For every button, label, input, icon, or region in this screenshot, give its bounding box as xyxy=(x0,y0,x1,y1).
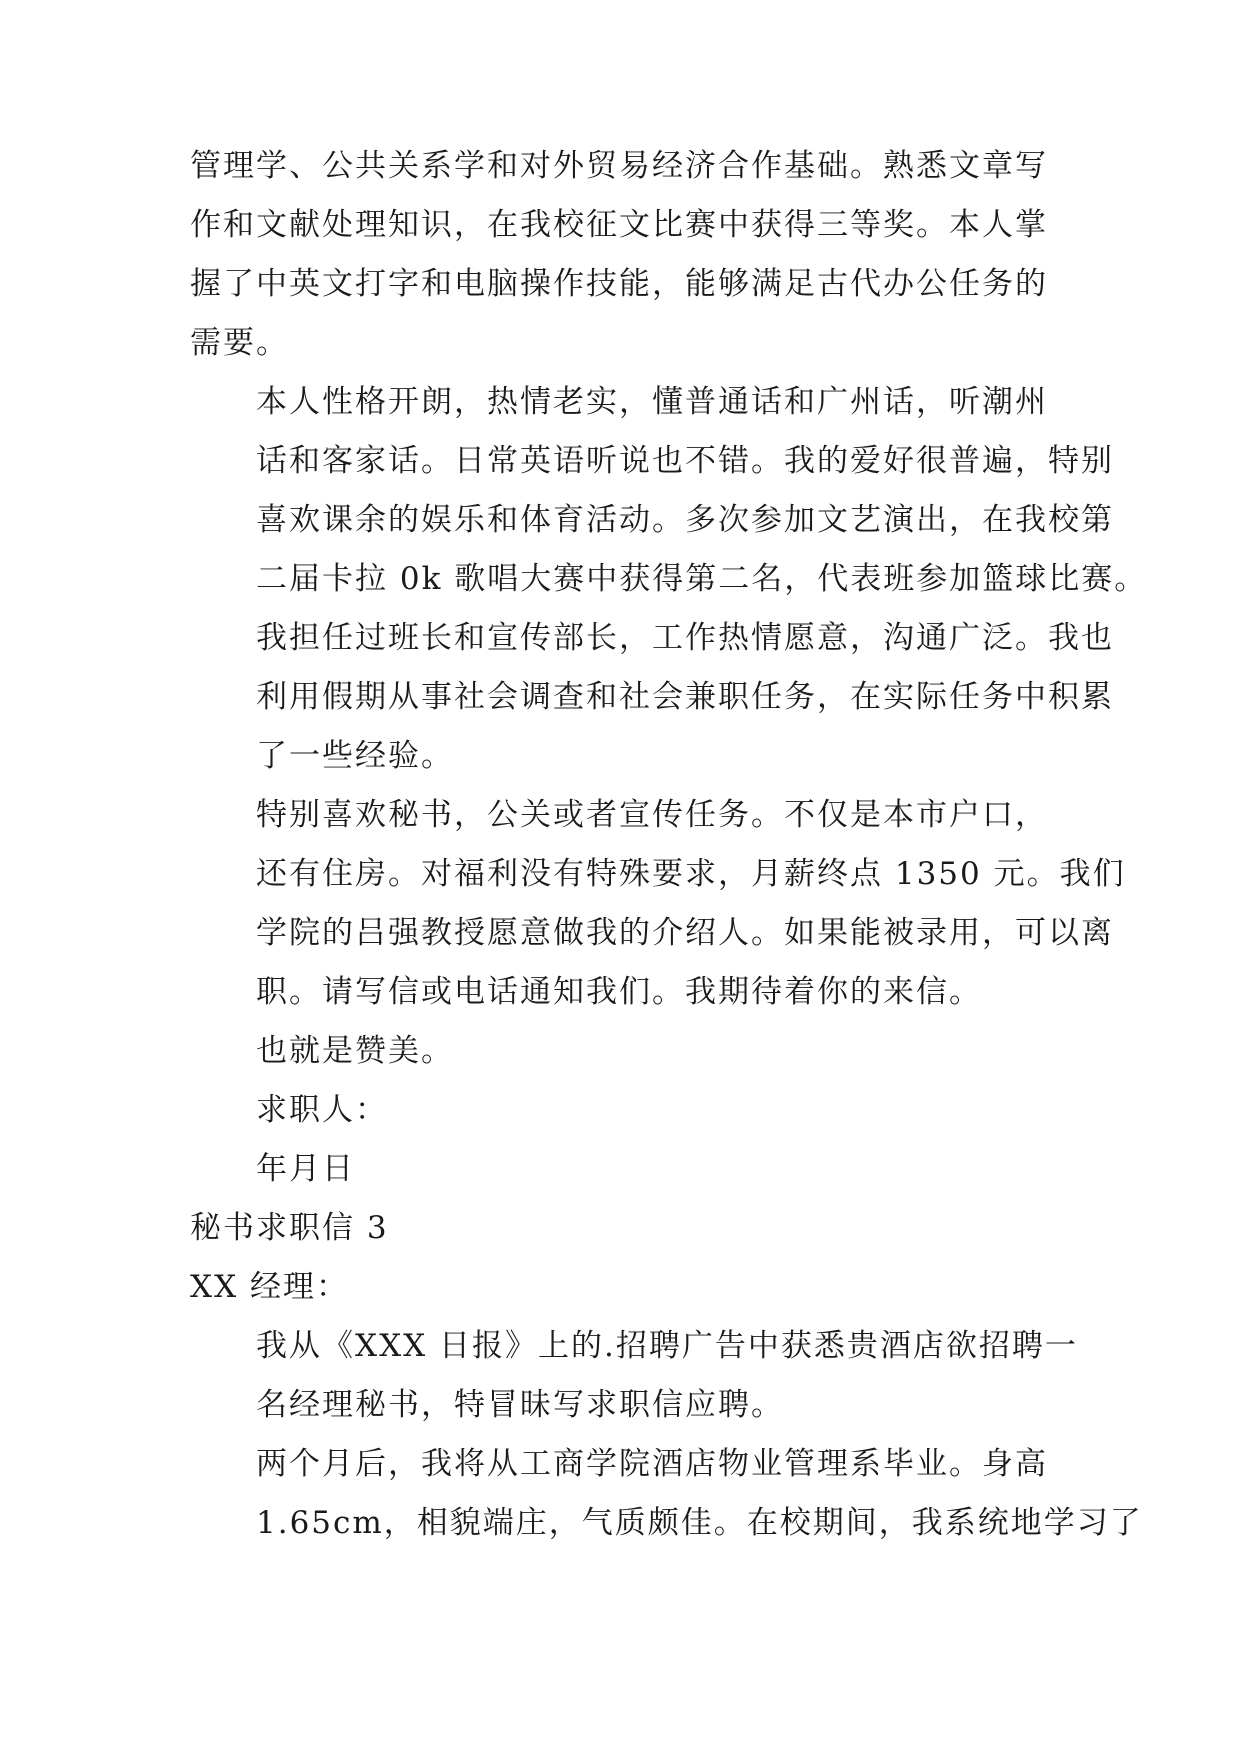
text-line: 学院的吕强教授愿意做我的介绍人。如果能被录用，可以离 xyxy=(256,915,1114,951)
paragraph xyxy=(190,786,1126,1022)
text-line: 握了中英文打字和电脑操作技能，能够满足古代办公任务的 xyxy=(190,266,1048,302)
text-line: 也就是赞美。 xyxy=(256,1033,454,1069)
text-line: 求职人： xyxy=(256,1092,388,1128)
text-line: 我从《XXX 日报》上的.招聘广告中获悉贵酒店欲招聘一 xyxy=(256,1328,1078,1364)
text-line: 两个月后，我将从工商学院酒店物业管理系毕业。身高 xyxy=(256,1446,1048,1482)
text-line: 喜欢课余的娱乐和体育活动。多次参加文艺演出，在我校第 xyxy=(256,502,1114,538)
text-line: 还有住房。对福利没有特殊要求，月薪终点 1350 元。我们 xyxy=(256,856,1126,892)
paragraph xyxy=(190,1022,1070,1081)
paragraph xyxy=(190,1317,1078,1435)
text-line: 本人性格开朗，热情老实，懂普通话和广州话，听潮州 xyxy=(256,384,1048,420)
text-line: 1.65cm，相貌端庄，气质颇佳。在校期间，我系统地学习了 xyxy=(256,1505,1143,1541)
paragraph xyxy=(190,1140,1070,1199)
text-line: 需要。 xyxy=(190,325,289,361)
text-line: 我担任过班长和宣传部长，工作热情愿意，沟通广泛。我也 xyxy=(256,620,1114,656)
paragraph xyxy=(190,137,1070,373)
text-line: 名经理秘书，特冒昧写求职信应聘。 xyxy=(256,1387,784,1423)
text-line: 作和文献处理知识，在我校征文比赛中获得三等奖。本人掌 xyxy=(190,207,1048,243)
paragraph xyxy=(190,1081,1070,1140)
text-line: 二届卡拉 0k 歌唱大赛中获得第二名，代表班参加篮球比赛。 xyxy=(256,561,1148,597)
paragraph xyxy=(190,373,1148,786)
text-line: XX 经理： xyxy=(190,1269,349,1305)
paragraph xyxy=(190,1435,1143,1553)
text-line: 年月日 xyxy=(256,1151,355,1187)
text-line: 了一些经验。 xyxy=(256,738,454,774)
paragraph xyxy=(190,1258,1070,1317)
text-line: 特别喜欢秘书，公关或者宣传任务。不仅是本市户口， xyxy=(256,797,1048,833)
paragraph xyxy=(190,1199,1070,1258)
text-line: 职。请写信或电话通知我们。我期待着你的来信。 xyxy=(256,974,982,1010)
text-line: 话和客家话。日常英语听说也不错。我的爱好很普遍，特别 xyxy=(256,443,1114,479)
text-line: 利用假期从事社会调查和社会兼职任务，在实际任务中积累 xyxy=(256,679,1114,715)
text-line: 秘书求职信 3 xyxy=(190,1210,389,1246)
text-line: 管理学、公共关系学和对外贸易经济合作基础。熟悉文章写 xyxy=(190,148,1048,184)
document-body xyxy=(190,137,1148,1553)
